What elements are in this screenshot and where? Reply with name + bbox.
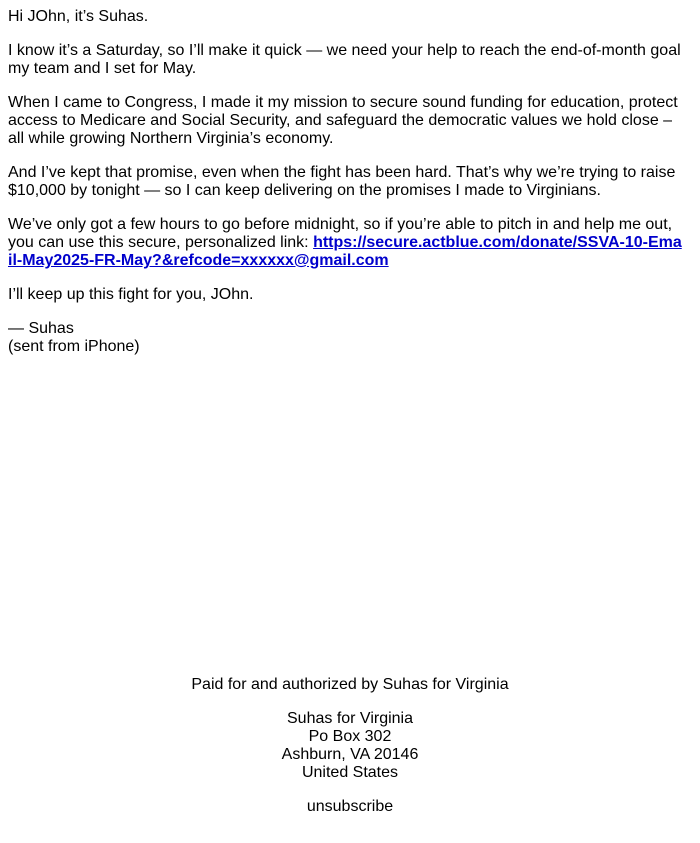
- donate-link[interactable]: https://secure.actblue.com/donate/SSVA-10-Email-May2025-FR-May?&refcode=xxxxxx@gmail.com: [8, 234, 682, 269]
- greeting: Hi JOhn, it’s Suhas.: [8, 8, 149, 25]
- donate-text: We’ve only got a few hours to go before midnight, so if you’re able to pitch in and help me out, you can use this secure, personalized link:: [8, 216, 673, 251]
- paragraph-closing: I’ll keep up this fight for you, JOhn.: [8, 286, 254, 303]
- signoff: — Suhas: [8, 320, 74, 337]
- email-footer: [0, 676, 700, 832]
- paragraph-promise: And I’ve kept that promise, even when the fight has been hard. That’s why we’re trying to raise $10,000 by tonight — so I can keep delivering on the promises I made to Virginians.: [8, 164, 676, 199]
- sent-from: (sent from iPhone): [8, 338, 140, 355]
- address-country: United States: [301, 764, 399, 781]
- paragraph-donate: [8, 216, 686, 270]
- mailing-address: [0, 710, 700, 782]
- signature: [8, 320, 686, 356]
- address-name: Suhas for Virginia: [287, 710, 413, 727]
- paid-for-disclaimer: Paid for and authorized by Suhas for Virginia: [191, 676, 509, 693]
- address-city: Ashburn, VA 20146: [281, 746, 419, 763]
- address-box: Po Box 302: [308, 728, 392, 745]
- paragraph-intro: I know it’s a Saturday, so I’ll make it quick — we need your help to reach the end-of-month goal my team and I set for May.: [8, 42, 681, 77]
- unsubscribe-link[interactable]: unsubscribe: [306, 798, 394, 815]
- email-body: [8, 8, 686, 372]
- paragraph-mission: When I came to Congress, I made it my mission to secure sound funding for education, protect access to Medicare and Social Security, and safeguard the democratic values we hold close – all while growing Northern Virginia’s economy.: [8, 94, 678, 147]
